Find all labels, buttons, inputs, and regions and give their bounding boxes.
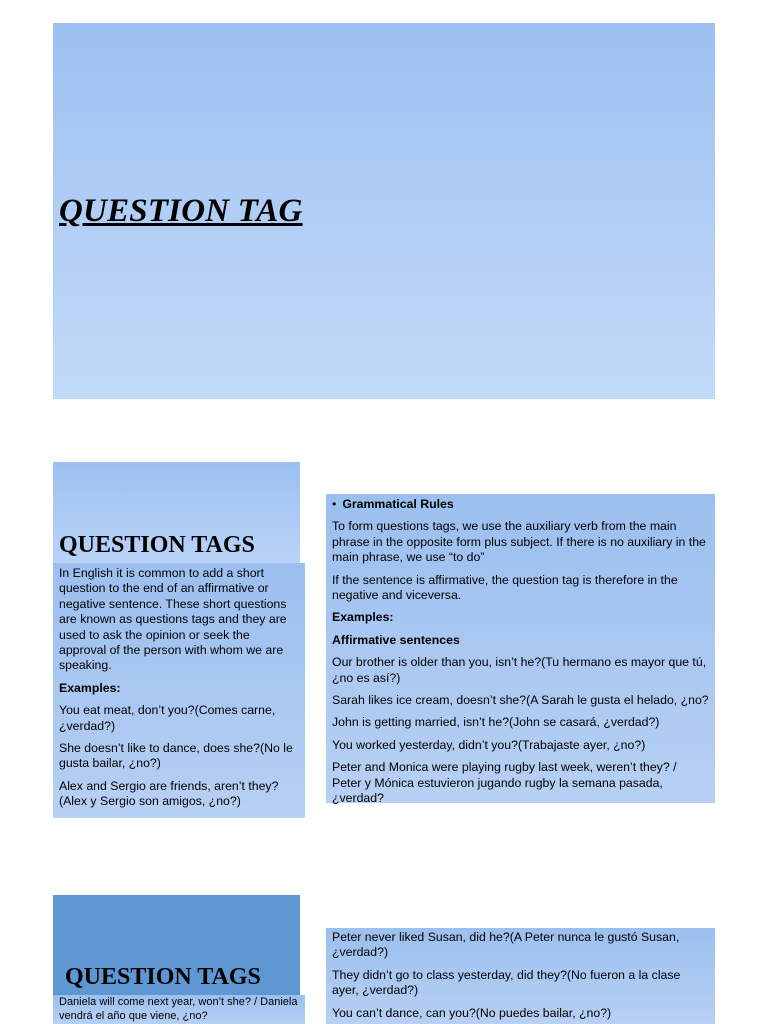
example-item: You worked yesterday, didn’t you?(Trabajaste ayer, ¿no?) [332, 737, 646, 752]
example-item: You can’t dance, can you?(No puedes bailar, ¿no?) [332, 1005, 612, 1020]
example-item: Sarah likes ice cream, doesn’t she?(A Sarah le gusta el helado, ¿no? [332, 693, 709, 708]
example-item: They didn’t go to class yesterday, did they?(No fueron a la clase ayer, ¿verdad?) [332, 967, 681, 998]
rules-heading: Grammatical Rules [342, 497, 454, 511]
example-item: John is getting married, isn’t he?(John se casará, ¿verdad?) [332, 715, 660, 730]
example-item: Peter never liked Susan, did he?(A Peter nunca le gustó Susan, ¿verdad?) [332, 930, 680, 960]
slide2-intro-panel [53, 563, 305, 818]
example-item: Our brother is older than you, isn’t he?(Tu hermano es mayor que tú, ¿no es así?) [332, 655, 707, 685]
affirmative-label: Affirmative sentences [332, 632, 460, 647]
rule-paragraph: To form questions tags, we use the auxiliary verb from the main phrase in the opposite form plus subject. If there is no auxiliary in the main phrase, we use “to do” [332, 519, 706, 565]
bullet-icon: • [332, 497, 337, 511]
example-item: Daniela will come next year, won’t she? / Daniela vendrá el año que viene, ¿no? [59, 996, 298, 1022]
slide2-title-box [53, 462, 300, 563]
intro-paragraph: In English it is common to add a short question to the end of an affirmative or negative sentence. These short questions are known as questions tags and they are used to ask the opinion or seek the approval of the person with whom we are speaking. [59, 566, 287, 673]
example-item: Peter and Monica were playing rugby last week, weren’t they? / Peter y Mónica estuvieron jugando rugby la semana pasada, ¿verdad? [332, 760, 677, 806]
title-slide [53, 23, 715, 399]
example-item: You eat meat, don’t you?(Comes carne, ¿verdad?) [59, 703, 276, 733]
rule-paragraph: If the sentence is affirmative, the question tag is therefore in the negative and viceversa. [332, 572, 678, 603]
example-item: She doesn’t like to dance, does she?(No le gusta bailar, ¿no?) [59, 741, 293, 771]
example-item: Alex and Sergio are friends, aren’t they?(Alex y Sergio son amigos, ¿no?) [59, 778, 279, 809]
slide3-title-box [53, 895, 300, 995]
slide3-examples-panel [326, 928, 715, 1024]
slide3-intro-panel [53, 995, 305, 1024]
slide2-rules-panel [326, 494, 715, 806]
slide3-heading: QUESTION TAGS [65, 964, 261, 990]
examples-label: Examples: [332, 610, 394, 625]
slide2-heading: QUESTION TAGS [59, 532, 255, 558]
examples-label: Examples: [59, 680, 121, 695]
rules-bullet [332, 497, 709, 512]
slide-title: QUESTION TAG [59, 193, 303, 229]
